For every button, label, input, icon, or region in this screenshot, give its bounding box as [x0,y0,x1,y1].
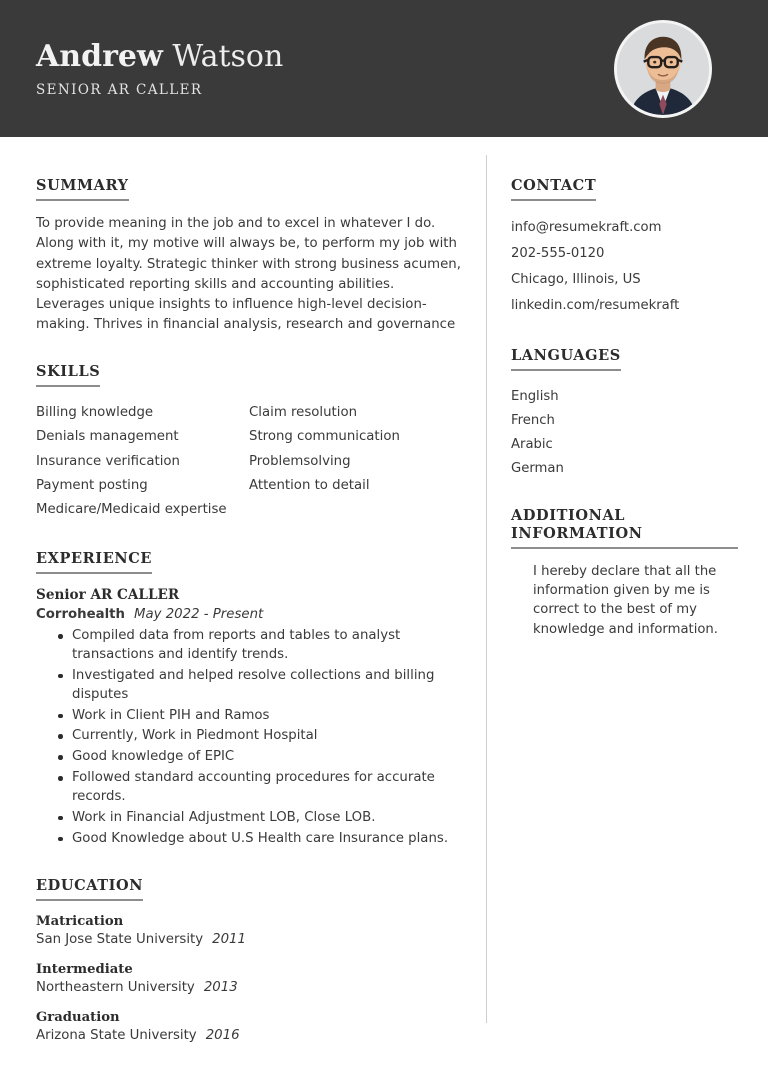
left-column [0,137,486,1069]
language-item: French [511,412,555,428]
additional-heading-line2: INFORMATION [511,525,643,542]
additional-information-text: I hereby declare that all the information given by me is correct to the best of my knowledge and information. [533,564,718,637]
section-languages [511,345,738,481]
skills-heading: SKILLS [36,363,100,387]
resume-body [0,137,768,1069]
skills-grid [36,400,462,521]
contact-linkedin[interactable]: linkedin.com/resumekraft [511,298,680,314]
additional-information-heading [511,507,738,549]
list-item: Good knowledge of EPIC [58,748,462,767]
education-school: Northeastern University [36,979,195,995]
contact-heading: CONTACT [511,177,596,201]
list-item: Followed standard accounting procedures for accurate records. [58,769,462,807]
education-school-line [36,932,462,947]
education-entry [36,962,462,995]
language-item: Arabic [511,436,553,452]
education-year: 2016 [205,1027,240,1043]
contact-email[interactable]: info@resumekraft.com [511,219,662,235]
right-column [487,137,768,1069]
contact-phone[interactable]: 202-555-0120 [511,245,605,261]
experience-role: Senior AR CALLER [36,587,180,604]
education-school-line [36,1028,462,1043]
section-summary [36,175,462,335]
language-item: German [511,461,564,477]
skill-item: Strong communication [249,429,400,445]
education-year: 2013 [203,979,238,995]
section-contact [511,175,738,319]
section-education [36,875,462,1043]
skill-item: Denials management [36,429,179,445]
experience-dates: May 2022 - Present [133,607,264,623]
education-entry [36,1010,462,1043]
skills-column-2 [249,400,462,521]
section-additional-information [511,507,738,639]
skill-item: Attention to detail [249,477,370,493]
language-item: English [511,388,559,404]
skill-item: Insurance verification [36,453,180,469]
list-item: Investigated and helped resolve collections and billing disputes [58,667,462,705]
last-name: Watson [172,38,284,74]
education-degree: Matrication [36,913,124,929]
header-job-title: SENIOR AR CALLER [36,81,203,98]
languages-heading: LANGUAGES [511,347,621,371]
education-entry [36,914,462,947]
contact-location: Chicago, Illinois, US [511,272,641,288]
avatar-portrait-icon [617,23,709,115]
list-item: Good Knowledge about U.S Health care Insurance plans. [58,830,462,849]
avatar [614,20,712,118]
experience-company: Corrohealth [36,607,125,623]
skill-item: Billing knowledge [36,404,154,420]
list-item: Work in Client PIH and Ramos [58,707,462,726]
experience-bullet-list [36,627,462,849]
skills-column-1 [36,400,249,521]
education-school-line [36,980,462,995]
education-school: San Jose State University [36,931,204,947]
education-heading: EDUCATION [36,877,143,901]
summary-heading: SUMMARY [36,177,129,201]
additional-heading-line1: ADDITIONAL [511,506,626,524]
skill-item: Problemsolving [249,453,351,469]
list-item: Currently, Work in Piedmont Hospital [58,727,462,746]
first-name: Andrew [36,38,163,74]
education-degree: Intermediate [36,961,133,977]
page-title [36,40,614,73]
section-experience [36,548,462,849]
skill-item: Claim resolution [249,404,358,420]
education-school: Arizona State University [36,1027,197,1043]
section-skills [36,361,462,522]
experience-heading: EXPERIENCE [36,550,152,574]
education-year: 2011 [212,931,246,947]
header-text-block [36,40,614,98]
resume-header [0,0,768,137]
list-item: Work in Financial Adjustment LOB, Close LOB. [58,809,462,828]
skill-item: Payment posting [36,477,148,493]
summary-text: To provide meaning in the job and to excel in whatever I do. Along with it, my motive will always be, to perform my job with extreme loyalty. Strategic thinker with strong business acumen, sophisticated reporting skills and accounting abilities. Leverages unique insights to influence high-level decision-making. Thrives in financial analysis, research and governance [36,216,461,333]
experience-meta [36,607,462,622]
skill-item: Medicare/Medicaid expertise [36,502,227,518]
education-degree: Graduation [36,1009,120,1025]
list-item: Compiled data from reports and tables to analyst transactions and identify trends. [58,627,462,665]
